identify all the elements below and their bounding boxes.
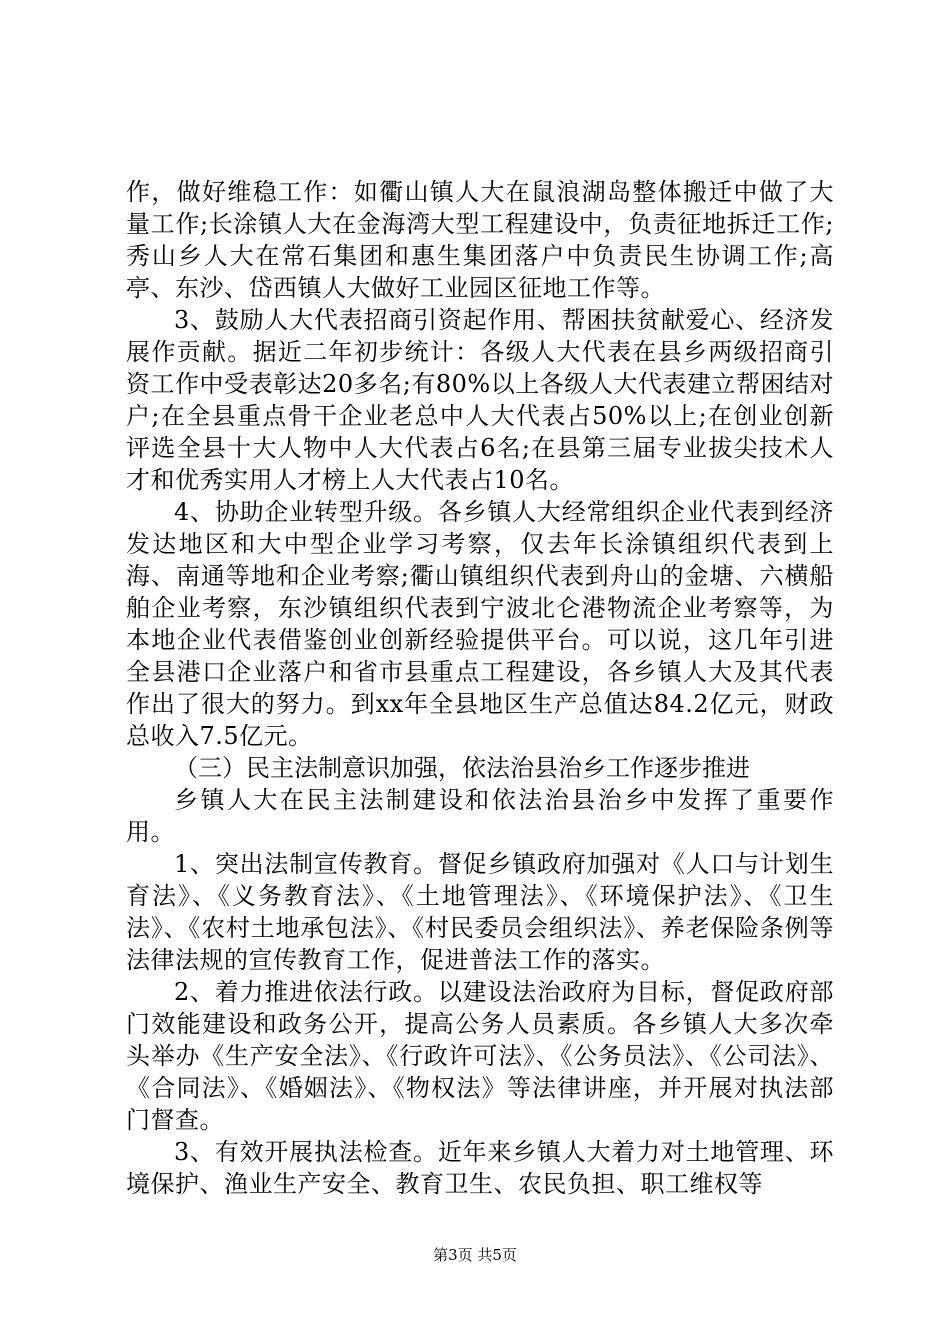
page-footer — [0, 1245, 950, 1265]
section-heading: （三）民主法制意识加强，依法治县治乡工作逐步推进 — [174, 754, 750, 782]
paragraph-0: 作，做好维稳工作：如衢山镇人大在鼠浪湖岛整体搬迁中做了大量工作;长涂镇人大在金海湾大型工程建设中，负责征地拆迁工作;秀山乡人大在常石集团和惠生集团落户中负责民生协调工作;高亭、东沙、岱西镇人大做好工业园区征地工作等。 — [126, 178, 834, 302]
paragraph-5: 1、突出法制宣传教育。督促乡镇政府加强对《人口与计划生育法》、《义务教育法》、《土地管理法》、《环境保护法》、《卫生法》、《农村土地承包法》、《村民委员会组织法》、养老保险条例等法律法规的宣传教育工作，促进普法工作的落实。 — [126, 850, 834, 974]
paragraph-2: 4、协助企业转型升级。各乡镇人大经常组织企业代表到经济发达地区和大中型企业学习考察，仅去年长涂镇组织代表到上海、南通等地和企业考察;衢山镇组织代表到舟山的金塘、六横船舶企业考察，东沙镇组织代表到宁波北仑港物流企业考察等，为本地企业代表借鉴创业创新经验提供平台。可以说，这几年引进全县港口企业落户和省市县重点工程建设，各乡镇人大及其代表作出了很大的努力。到xx年全县地区生产总值达84.2亿元，财政总收入7.5亿元。 — [126, 498, 834, 750]
paragraph-7: 3、有效开展执法检查。近年来乡镇人大着力对土地管理、环境保护、渔业生产安全、教育卫生、农民负担、职工维权等 — [126, 1138, 834, 1198]
page-number-label: 第3页 共5页 — [433, 1246, 517, 1264]
document-body — [126, 176, 834, 1200]
paragraph-1: 3、鼓励人大代表招商引资起作用、帮困扶贫献爱心、经济发展作贡献。据近二年初步统计：各级人大代表在县乡两级招商引资工作中受表彰达20多名;有80%以上各级人大代表建立帮困结对户;在全县重点骨干企业老总中人大代表占50%以上;在创业创新评选全县十大人物中人大代表占6名;在县第三届专业拔尖技术人才和优秀实用人才榜上人大代表占10名。 — [126, 306, 834, 494]
paragraph-4: 乡镇人大在民主法制建设和依法治县治乡中发挥了重要作用。 — [126, 786, 834, 846]
paragraph-6: 2、着力推进依法行政。以建设法治政府为目标，督促政府部门效能建设和政务公开，提高公务人员素质。各乡镇人大多次牵头举办《生产安全法》、《行政许可法》、《公务员法》、《公司法》、《合同法》、《婚姻法》、《物权法》等法律讲座，并开展对执法部门督查。 — [126, 978, 834, 1134]
